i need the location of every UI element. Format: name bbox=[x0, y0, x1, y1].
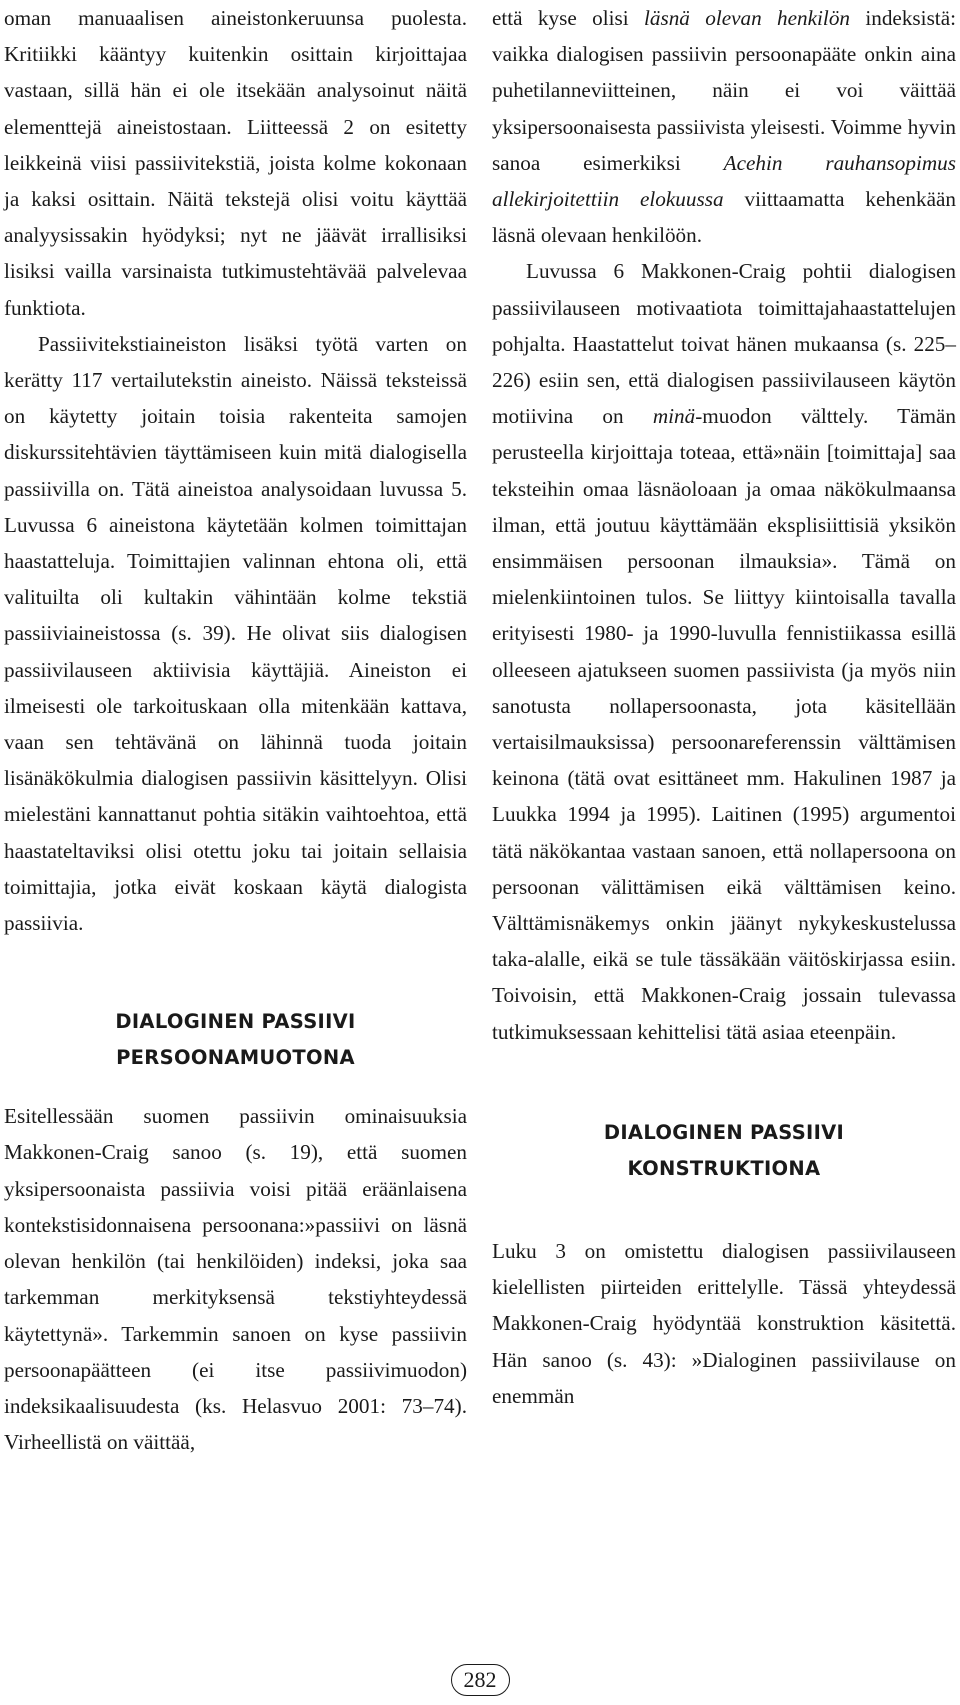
right-p1-text-2: indeksistä: vaikka dialogisen passiivin persoonapääte onkin aina puhetilanneviitteinen, näin ei voi väittää yksipersoonaisesta passiivista yleisesti. Voimme hyvin sanoa esimerkiksi bbox=[492, 6, 956, 175]
left-paragraph-3: Esitellessään suomen passiivin ominaisuuksia Makkonen-Craig sanoo (s. 19), että suomen yksipersoonaista passiivia voisi pitää eräänlaisena kontekstisidonnaisena persoonana:»passiivi on läsnä olevan henkilön (tai henkilöiden) indeksi, joka saa tarkemman merkityksensä tekstiyhteydessä käytettynä». Tarkemmin sanoen on kyse passiivin persoonapäätteen (ei itse passiivimuodon) indeksikaalisuudesta (ks. Helasvuo 2001: 73–74). Virheellistä on väittää, bbox=[4, 1104, 467, 1455]
left-paragraph-2: Passiivitekstiaineiston lisäksi työtä varten on kerätty 117 vertailutekstin aineisto. Näissä teksteissä on käytetty joitain toisia rakenteita samojen diskurssitehtävien täyttämiseen kuin mitä dialogisella passiivilla on. Tätä aineistoa analysoidaan luvussa 5. Luvussa 6 aineistona käytetään kolmen toimittajan haastatteluja. Toimittajien valinnan ehtona oli, että valituilta oli kultakin vähintään kolme tekstiä passiiviaineistossa (s. 39). He olivat siis dialogisen passiivilauseen aktiivisia käyttäjiä. Aineiston ei ilmeisesti ole tarkoituskaan olla mitenkään kattava, vaan sen tehtävänä on lähinnä tuoda joitain lisänäkökulmia dialogisen passiivin käsittelyyn. Olisi mielestäni kannattanut pohtia sitäkin vaihtoehtoa, että haastateltaviksi olisi otettu joku tai joitain sellaisia toimittajia, jotka eivät koskaan käytä dialogista passiivia. bbox=[4, 331, 467, 936]
left-paragraph-1: oman manuaalisen aineistonkeruunsa puolesta. Kritiikki kääntyy kuitenkin osittain kirjoittajaa vastaan, sillä hän ei ole itsekään analysoinut näitä elementtejä aineistostaan. Liitteessä 2 on esitetty leikkeinä viisi passiivitekstiä, joista kolme kokonaan ja kaksi osittain. Näitä tekstejä olisi voitu käyttää analyysissakin hyödyksi; nyt ne jäävät irrallisiksi lisiksi vailla varsinaista tutkimustehtävää palvelevaa funktiota. bbox=[4, 6, 467, 320]
right-p2-italic-1: minä bbox=[652, 404, 696, 429]
heading-line-2: PERSOONAMUOTONA bbox=[116, 1046, 355, 1070]
right-paragraph-1 bbox=[492, 0, 956, 253]
heading-line-1: DIALOGINEN PASSIIVI bbox=[603, 1120, 845, 1144]
right-p2-text-2: -muodon välttely. Tämän perusteella kirjoittaja toteaa, että»näin [toimittaja] saa teksteihin omaa läsnäoloaan ja omaa näkökulmaansa ilman, että joutuu käyttämään eksplisiittisiä yksikön ensimmäisen persoonan ilmauksia». Tämä on mielenkiintoinen tulos. Se liittyy kiintoisalla tavalla erityisesti 1980- ja 1990-luvulla fennistiikassa esillä olleeseen ajatukseen suomen passiivista (ja myös niin sanotusta nollapersoonasta, jota käsitellään vertaisilmauksissa) persoonareferenssin välttämisen keinona (tätä ovat esittäneet mm. Hakulinen 1987 ja Luukka 1994 ja 1995). Laitinen (1995) argumentoi tätä näkökantaa vastaan sanoen, että nollapersoona on persoonan välittämisen eikä välttämisen keino. Välttämisnäkemys onkin jäänyt nykykeskustelussa taka-alalle, eikä se tule tässäkään väitöskirjassa esiin. Toivoisin, että Makkonen-Craig jossain tulevassa tutkimuksessaan kehittelisi tätä asiaa eteenpäin. bbox=[492, 404, 956, 1044]
right-p1-italic-2: Acehin rauhansopimus allekirjoitettiin elokuussa bbox=[492, 150, 956, 212]
section-heading-konstruktiona bbox=[492, 1115, 956, 1187]
section-heading-persoonamuotona bbox=[4, 1004, 467, 1076]
heading-line-1: DIALOGINEN PASSIIVI bbox=[115, 1010, 356, 1034]
heading-line-2: KONSTRUKTIONA bbox=[627, 1156, 821, 1180]
right-p1-text-3: viittaamatta kehenkään läsnä olevaan henkilöön. bbox=[492, 187, 956, 248]
right-column bbox=[492, 0, 956, 1414]
right-paragraph-3: Luku 3 on omistettu dialogisen passiivilauseen kielellisten piirteiden erittelylle. Tässä yhteydessä Makkonen-Craig hyödyntää konstruktion käsitettä. Hän sanoo (s. 43): »Dialoginen passiivilause on enemmän bbox=[492, 1238, 956, 1408]
page-footer bbox=[0, 1664, 960, 1696]
right-p1-text-1: että kyse olisi bbox=[492, 6, 644, 30]
page-number: 282 bbox=[451, 1664, 510, 1696]
right-p2-text-1: Luvussa 6 Makkonen-Craig pohtii dialogisen passiivilauseen motivaatiota toimittajahaastattelujen pohjalta. Haastattelut toivat hänen mukaansa (s. 225–226) esiin sen, että dialogisen passiivilauseen käytön motiivina on bbox=[492, 259, 956, 429]
right-paragraph-2 bbox=[492, 253, 956, 1049]
left-column bbox=[4, 0, 467, 1460]
right-p1-italic-1: läsnä olevan henkilön bbox=[643, 6, 851, 30]
